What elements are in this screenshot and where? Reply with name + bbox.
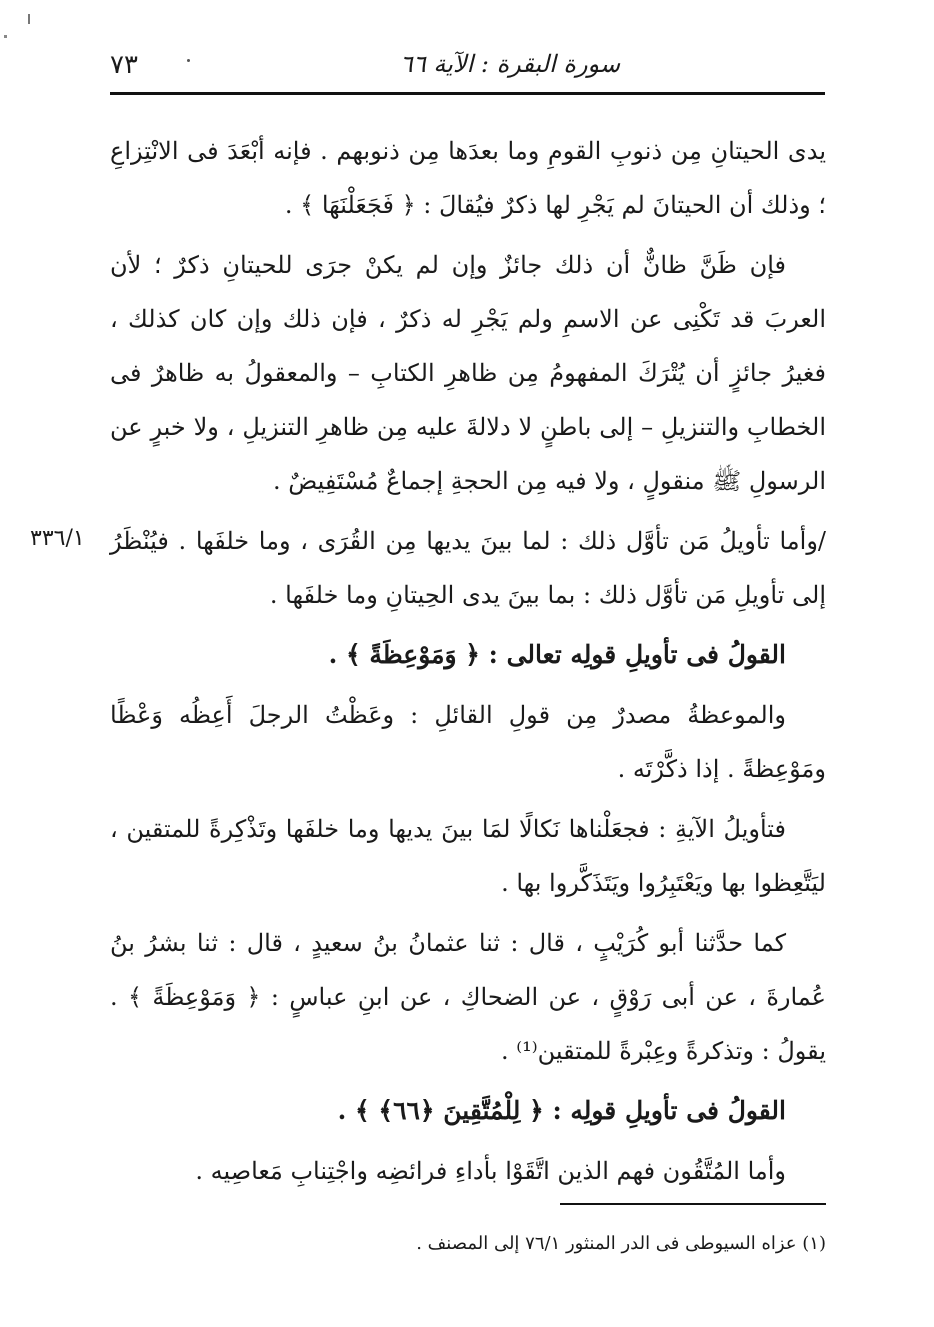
main-text [110, 124, 826, 1204]
paragraph: فإن ظَنَّ ظانٌّ أن ذلك جائزٌ وإن لم يكنْ جرَى للحيتانِ ذكرٌ ؛ لأن العربَ قد تَكْنِى عن الاسمِ ولم يَجْرِ له ذكرٌ ، فإن ذلك وإن كان كذلك ، فغيرُ جائزٍ أن يُتْرَكَ المفهومُ مِن ظاهرِ الكتابِ – والمعقولُ به ظاهرٌ فى الخطابِ والتنزيلِ – إلى باطنٍ لا دلالةَ عليه مِن ظاهرِ التنزيلِ ، ولا خبرٍ عن الرسولِ ﷺ منقولٍ ، ولا فيه مِن الحجةِ إجماعٌ مُسْتَفِيضٌ . [110, 251, 826, 495]
section-heading: القولُ فى تأويلِ قولِه تعالى : ﴿ وَمَوْعِظَةً ﴾ . [328, 640, 786, 669]
footnote: (١) عزاه السيوطى فى الدر المنثور ٧٦/١ إلى المصنف . [416, 1233, 826, 1254]
scan-mark [4, 35, 7, 38]
section-heading: القولُ فى تأويلِ قولِه : ﴿ لِلْمُتَّقِينَ ﴿٦٦﴾ ﴾ . [337, 1096, 786, 1125]
running-title: سورة البقرة : الآية ٦٦ [399, 50, 621, 78]
header-rule [110, 92, 825, 95]
paragraph: /وأما تأويلُ مَن تأوَّل ذلك : لما بينَ يديها مِن القُرَى ، وما خلفَها . فيُنْظَرُ إلى تأويلِ مَن تأوَّل ذلك : بما بينَ يدى الحِيتانِ وما خلفَها . [110, 527, 826, 609]
paragraph: فتأويلُ الآيةِ : فجعَلْناها نَكالًا لمَا بينَ يديها وما خلفَها وتَذْكِرةً للمتقين ، ليَتَّعِظوا بها ويَعْتَبِرُوا ويَتَذَكَّروا بها . [110, 815, 826, 897]
page-header [110, 44, 824, 88]
scan-mark [28, 14, 30, 24]
footnote-rule [560, 1203, 826, 1205]
page-number: ٧٣ [110, 50, 138, 80]
margin-reference: ٣٣٦/١ [30, 526, 85, 551]
paragraph: والموعظةُ مصدرٌ مِن قولِ القائلِ : وعَظْتُ الرجلَ أَعِظُه وَعْظًا ومَوْعِظةً . إذا ذكَّرْتَه . [110, 701, 826, 783]
header-dot [187, 59, 190, 62]
paragraph: وأما المُتَّقُون فهم الذين اتَّقَوْا بأداءِ فرائضِه واجْتِنابِ مَعاصِيه . [195, 1157, 786, 1185]
paragraph: يدى الحيتانِ مِن ذنوبِ القومِ وما بعدَها مِن ذنوبهم . فإنه أبْعَدَ فى الانْتِزاعِ ؛ وذلك أن الحيتانَ لم يَجْرِ لها ذكرٌ فيُقالَ : ﴿ فَجَعَلْنَهَا ﴾ . [110, 137, 826, 219]
paragraph: كما حدَّثنا أبو كُرَيْبٍ ، قال : ثنا عثمانُ بنُ سعيدٍ ، قال : ثنا بشرُ بنُ عُمارةَ ، عن أبى رَوْقٍ ، عن الضحاكِ ، عن ابنِ عباسٍ : ﴿ وَمَوْعِظَةً ﴾ . يقولُ : وتذكرةً وعِبْرةً للمتقين⁽¹⁾ . [110, 929, 826, 1065]
